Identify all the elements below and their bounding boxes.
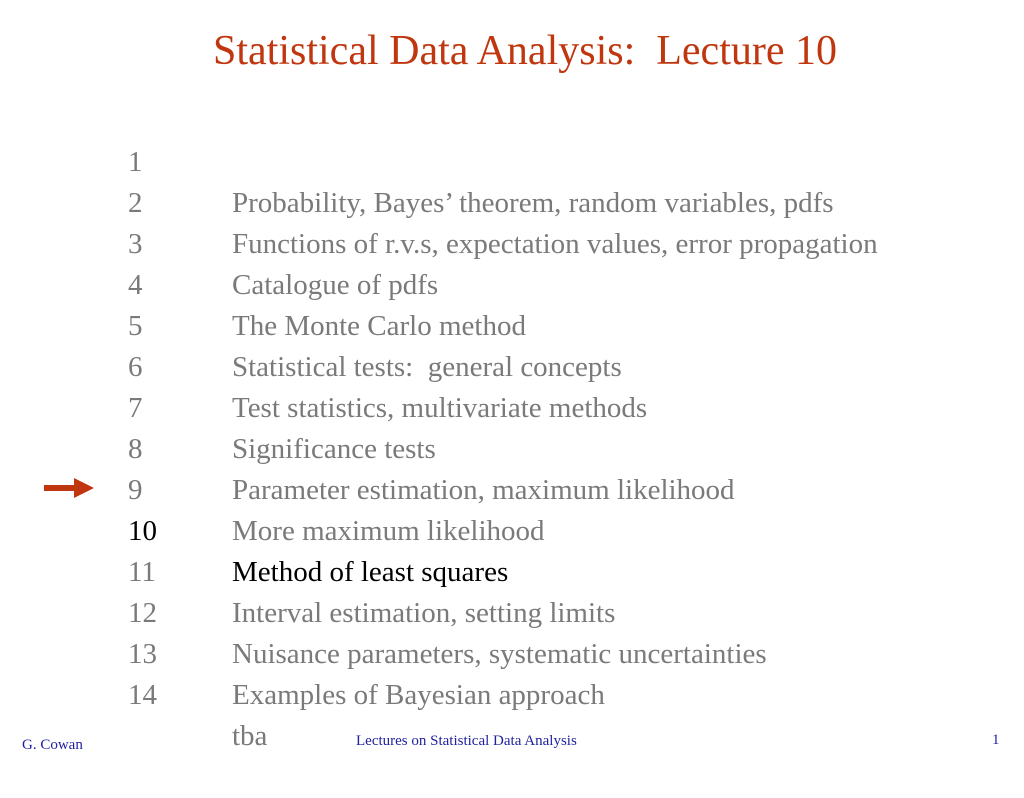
lecture-topic: Interval estimation, setting limits bbox=[232, 597, 616, 629]
lecture-topic: Test statistics, multivariate methods bbox=[232, 392, 648, 424]
lecture-topic: Statistical tests: general concepts bbox=[232, 351, 622, 383]
footer-page-number: 1 bbox=[992, 732, 1000, 748]
lecture-number: 12 bbox=[128, 597, 157, 629]
lecture-topic: tba bbox=[232, 720, 268, 752]
lecture-topic: Functions of r.v.s, expectation values, error propagation bbox=[232, 228, 878, 260]
lecture-row bbox=[128, 183, 439, 301]
lecture-number: 4 bbox=[128, 269, 143, 301]
lecture-number: 1 bbox=[128, 146, 143, 178]
lecture-number: 8 bbox=[128, 433, 143, 465]
lecture-number: 10 bbox=[128, 515, 157, 547]
slide-title: Statistical Data Analysis: Lecture 10 bbox=[212, 28, 837, 74]
lecture-topic: The Monte Carlo method bbox=[232, 310, 526, 342]
lecture-topic: Catalogue of pdfs bbox=[232, 269, 439, 301]
lecture-number: 5 bbox=[128, 310, 143, 342]
lecture-number: 11 bbox=[128, 556, 156, 588]
footer-author: G. Cowan bbox=[22, 737, 83, 753]
lecture-topic: Method of least squares bbox=[232, 556, 509, 588]
current-lecture-arrow-icon bbox=[44, 478, 94, 498]
lecture-number: 2 bbox=[128, 187, 143, 219]
lecture-number: 14 bbox=[128, 679, 157, 711]
lecture-topic: Probability, Bayes’ theorem, random variables, pdfs bbox=[232, 187, 834, 219]
lecture-topic: Nuisance parameters, systematic uncertainties bbox=[232, 638, 767, 670]
lecture-topic: Parameter estimation, maximum likelihood bbox=[232, 474, 735, 506]
lecture-topic: Significance tests bbox=[232, 433, 436, 465]
lecture-number: 13 bbox=[128, 638, 157, 670]
lecture-number: 3 bbox=[128, 228, 143, 260]
lecture-number: 9 bbox=[128, 474, 143, 506]
lecture-number: 6 bbox=[128, 351, 143, 383]
lecture-number: 7 bbox=[128, 392, 143, 424]
lecture-row bbox=[128, 101, 834, 219]
lecture-topic: More maximum likelihood bbox=[232, 515, 545, 547]
lecture-topic: Examples of Bayesian approach bbox=[232, 679, 605, 711]
lecture-row bbox=[128, 634, 268, 752]
footer-course-title: Lectures on Statistical Data Analysis bbox=[356, 733, 577, 749]
